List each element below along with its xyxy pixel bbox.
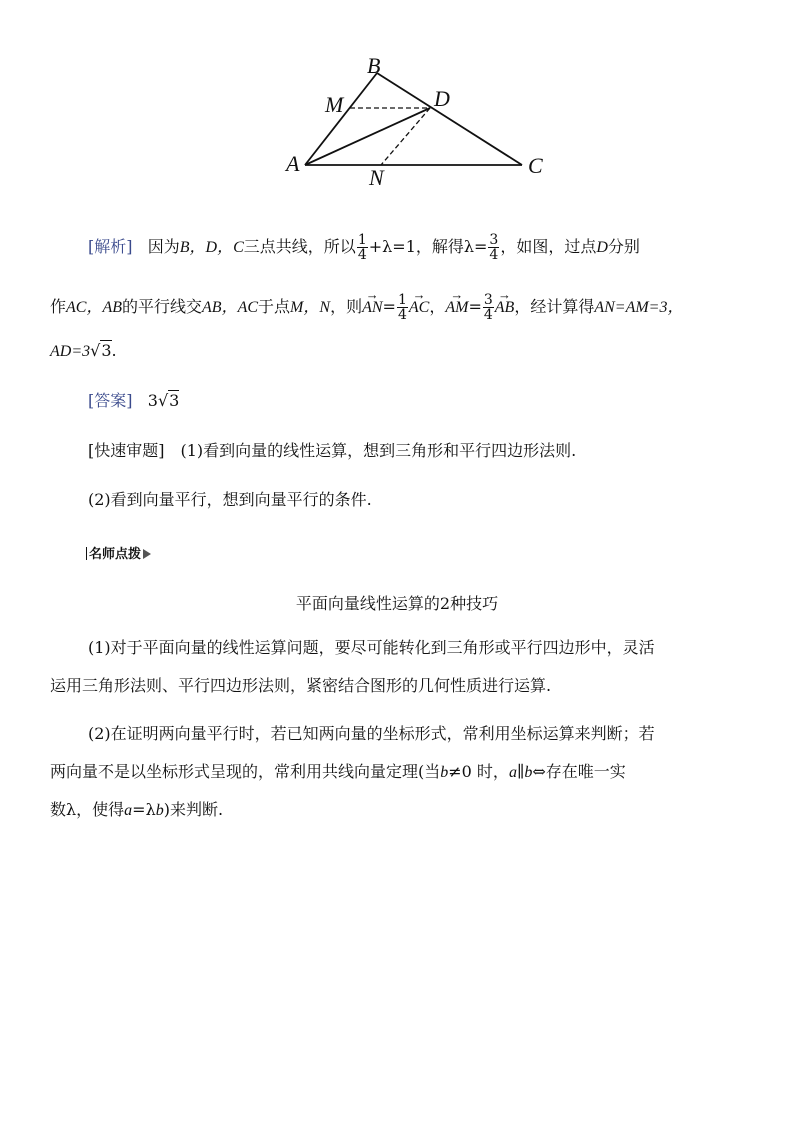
fraction-1-4: $\frac{1}{4}$ [357,232,367,263]
sqrt-icon: √ [157,391,169,410]
equation-text: AN=AM=3， [594,299,684,316]
var-b: b [524,764,533,781]
text: ，经计算得 [514,297,595,316]
var-a: a [124,802,133,819]
parallel-symbol: ∥ [516,762,525,781]
fraction-3-4: $\frac{3}{4}$ [483,292,493,323]
triangle-right-icon [143,549,151,559]
text: )来判断. [163,800,224,819]
answer-radicand: 3 [169,391,180,410]
text: ，如图，过点 [500,237,597,256]
sqrt-radicand: 3 [101,341,112,360]
text: =λ [132,800,156,819]
analysis-line-3 [50,341,117,362]
vector-AN: → AN [362,298,382,318]
var-b: b [155,802,164,819]
label-M: M [325,92,344,117]
lines-text: AC，AB [66,299,123,316]
answer-line [88,391,179,411]
text: 因为 [147,237,180,256]
label-C: C [528,153,543,178]
text: ⇔存在唯一实 [532,762,626,781]
answer-label: [答案] [88,391,133,410]
equation-text: AD=3 [50,343,91,360]
fraction-3-4: $\frac{3}{4}$ [489,232,499,263]
text: . [111,341,117,360]
answer-coef: 3 [147,391,158,410]
label-D: D [434,86,450,111]
vector-AB: → AB [495,298,515,318]
triangle-figure [270,50,560,190]
label-N: N [369,165,384,190]
vector-AM: → AM [445,298,468,318]
text: = [468,297,482,316]
var-a: a [508,764,517,781]
label-A: A [286,151,300,176]
fraction-1-4: $\frac{1}{4}$ [397,292,407,323]
segment-DN-dashed [381,108,430,165]
sqrt-icon: √ [90,341,101,360]
points-text: B，D，C [179,239,244,256]
label-B: B [367,53,381,78]
var-b: b [440,764,449,781]
text: 两向量不是以坐标形式呈现的，常利用共线向量定理(当 [50,762,441,781]
points-text: M，N [290,299,331,316]
analysis-line-2 [50,293,683,322]
tip1-line-2: 运用三角形法则、平行四边形法则，紧密结合图形的几何性质进行运算. [50,676,552,695]
analysis-line-1 [88,233,640,262]
point-text: D [596,239,608,256]
vector-AC: → AC [409,298,429,318]
tip1-line-1: (1)对于平面向量的线性运算问题，要尽可能转化到三角形或平行四边形中，灵活 [88,638,655,657]
tips-heading [86,543,151,562]
analysis-label: [解析] [88,237,133,256]
segment-AB [305,73,377,165]
text: = [382,297,396,316]
lines-text: AB，AC [202,299,259,316]
tip2-line-3 [50,800,223,821]
quick-review-line-2: (2)看到向量平行，想到向量平行的条件. [88,490,372,509]
text: ， [429,297,446,316]
text: 于点 [258,297,291,316]
text: 三点共线，所以 [243,237,356,256]
text: 数λ，使得 [50,800,125,819]
text: +λ=1，解得λ= [368,237,488,256]
tip2-line-1: (2)在证明两向量平行时，若已知两向量的坐标形式，常利用坐标运算来判断；若 [88,724,655,743]
quick-review-line-1: [快速审题] (1)看到向量的线性运算，想到三角形和平行四边形法则. [88,441,577,460]
text: ，则 [330,297,363,316]
text: 的平行线交 [122,297,203,316]
text: ≠0 时， [448,762,509,781]
tip2-line-2 [50,762,626,783]
text: 作 [50,297,67,316]
heading-bar-icon [86,547,87,560]
segment-AD [305,108,430,165]
tips-title: 平面向量线性运算的2种技巧 [295,594,499,613]
tips-heading-text: 名师点拨 [89,547,142,562]
text: 分别 [607,237,640,256]
